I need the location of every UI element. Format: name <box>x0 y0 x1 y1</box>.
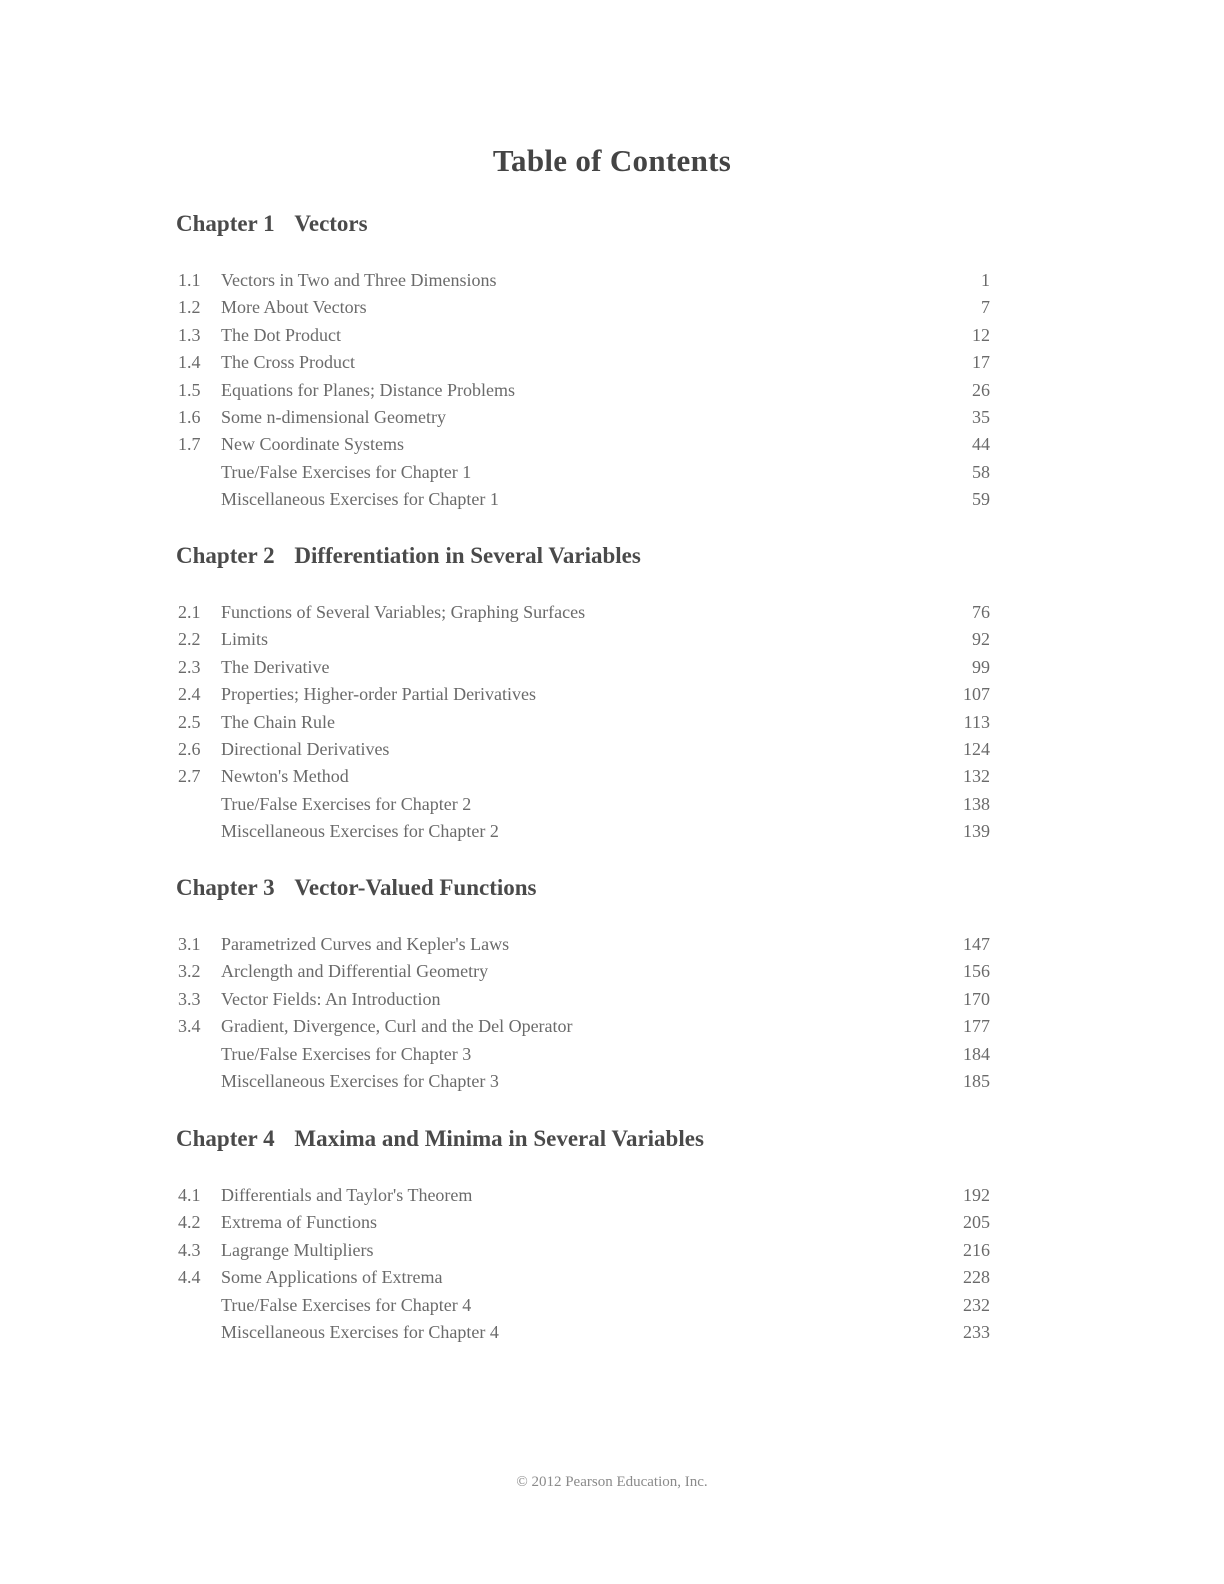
page-number: 99 <box>972 656 990 677</box>
toc-entry[interactable] <box>176 377 994 404</box>
section-title: True/False Exercises for Chapter 1 <box>221 461 472 482</box>
toc-entry[interactable] <box>176 1013 994 1040</box>
section-title: Limits <box>221 629 269 650</box>
toc-entry[interactable] <box>176 1041 994 1068</box>
section-title: Parametrized Curves and Kepler's Laws <box>221 934 510 954</box>
section-title: Newton's Method <box>221 766 349 787</box>
section-number: 2.1 <box>178 602 201 622</box>
section-title: Functions of Several Variables; Graphing Surfaces <box>221 602 586 622</box>
chapter-3-section <box>176 875 994 1095</box>
page-title: Table of Contents <box>492 143 732 178</box>
section-title: The Chain Rule <box>221 711 335 732</box>
section-number: 2.6 <box>178 738 201 759</box>
page-number: 185 <box>963 1070 990 1091</box>
toc-entry[interactable] <box>176 1292 994 1319</box>
section-title: Properties; Higher-order Partial Derivatives <box>221 684 537 705</box>
toc-entry[interactable] <box>176 791 994 818</box>
section-title: Arclength and Differential Geometry <box>221 961 489 982</box>
section-number: 4.4 <box>178 1267 201 1288</box>
section-number: 4.3 <box>178 1239 201 1260</box>
page-number: 233 <box>963 1321 990 1342</box>
page-number: 17 <box>972 352 990 373</box>
section-number: 4.1 <box>178 1185 201 1205</box>
section-number: 2.3 <box>178 656 201 677</box>
section-title: True/False Exercises for Chapter 3 <box>221 1043 472 1064</box>
page-number: 124 <box>963 738 990 759</box>
copyright-footer: © 2012 Pearson Education, Inc. <box>516 1474 708 1490</box>
page-number: 156 <box>963 961 990 982</box>
section-title: Miscellaneous Exercises for Chapter 2 <box>221 821 499 842</box>
section-number: 1.1 <box>178 270 201 290</box>
toc-entry[interactable] <box>176 322 994 349</box>
chapter-title: Differentiation in Several Variables <box>294 543 641 568</box>
page-number: 59 <box>972 489 990 510</box>
toc-entry[interactable] <box>176 267 994 294</box>
section-number: 2.4 <box>178 684 201 705</box>
page-number: 138 <box>963 793 990 814</box>
page-number: 113 <box>963 711 990 732</box>
page-number: 232 <box>963 1294 990 1315</box>
chapter-title: Maxima and Minima in Several Variables <box>294 1126 704 1151</box>
section-number: 1.2 <box>178 297 201 318</box>
toc-entry[interactable] <box>176 736 994 763</box>
section-number: 3.4 <box>178 1016 201 1037</box>
chapter-entries <box>176 267 994 514</box>
section-number: 3.2 <box>178 961 201 982</box>
page-number: 76 <box>972 602 990 622</box>
page-number: 228 <box>963 1267 990 1288</box>
section-title: Vectors in Two and Three Dimensions <box>221 270 497 290</box>
page-number: 192 <box>963 1185 990 1205</box>
section-number: 1.7 <box>178 434 201 455</box>
chapter-heading <box>176 543 994 577</box>
section-title: Some n-dimensional Geometry <box>221 406 446 427</box>
toc-entry[interactable] <box>176 294 994 321</box>
section-title: Directional Derivatives <box>221 738 390 759</box>
toc-entry[interactable] <box>176 1182 994 1209</box>
toc-entry[interactable] <box>176 1237 994 1264</box>
page-number: 132 <box>963 766 990 787</box>
section-title: New Coordinate Systems <box>221 434 404 455</box>
chapter-heading <box>176 211 994 245</box>
page-number: 107 <box>963 684 990 705</box>
toc-entry[interactable] <box>176 626 994 653</box>
section-number: 3.1 <box>178 934 201 954</box>
page-number: 170 <box>963 988 990 1009</box>
section-title: Miscellaneous Exercises for Chapter 1 <box>221 489 499 510</box>
section-title: Gradient, Divergence, Curl and the Del Operator <box>221 1016 573 1037</box>
page-number: 58 <box>972 461 990 482</box>
section-title: True/False Exercises for Chapter 2 <box>221 793 472 814</box>
chapter-entries <box>176 599 994 846</box>
section-number: 1.4 <box>178 352 201 373</box>
toc-entry[interactable] <box>176 818 994 845</box>
chapter-title: Vectors <box>294 211 368 236</box>
page-number: 177 <box>963 1016 990 1037</box>
section-number: 2.7 <box>178 766 201 787</box>
section-number: 1.3 <box>178 324 201 345</box>
section-title: Some Applications of Extrema <box>221 1267 443 1288</box>
toc-entry[interactable] <box>176 654 994 681</box>
toc-entry[interactable] <box>176 404 994 431</box>
toc-entry[interactable] <box>176 1319 994 1346</box>
chapter-label: Chapter 4 <box>176 1126 275 1151</box>
section-number: 1.6 <box>178 406 201 427</box>
toc-entry[interactable] <box>176 681 994 708</box>
chapter-entries <box>176 931 994 1095</box>
section-title: Equations for Planes; Distance Problems <box>221 379 515 400</box>
chapter-label: Chapter 3 <box>176 875 275 900</box>
section-title: More About Vectors <box>221 297 367 318</box>
section-title: The Dot Product <box>221 324 341 345</box>
section-title: Miscellaneous Exercises for Chapter 3 <box>221 1070 499 1091</box>
toc-entry[interactable] <box>176 958 994 985</box>
section-title: Miscellaneous Exercises for Chapter 4 <box>221 1321 499 1342</box>
page-number: 1 <box>981 270 990 290</box>
section-number: 3.3 <box>178 988 201 1009</box>
toc-entry[interactable] <box>176 599 994 626</box>
page-number: 139 <box>963 821 990 842</box>
section-number: 2.5 <box>178 711 201 732</box>
section-title: Lagrange Multipliers <box>221 1239 374 1260</box>
chapter-heading <box>176 1126 994 1160</box>
page-number: 35 <box>972 406 990 427</box>
page-number: 44 <box>972 434 990 455</box>
section-number: 4.2 <box>178 1212 201 1233</box>
toc-entry[interactable] <box>176 486 994 513</box>
page-number: 184 <box>963 1043 990 1064</box>
section-title: The Cross Product <box>221 352 355 373</box>
page-number: 26 <box>972 379 990 400</box>
section-title: The Derivative <box>221 656 330 677</box>
chapter-2-section <box>176 543 994 846</box>
section-title: Extrema of Functions <box>221 1212 377 1233</box>
chapter-title: Vector-Valued Functions <box>294 875 537 900</box>
section-title: Differentials and Taylor's Theorem <box>221 1185 473 1205</box>
section-title: True/False Exercises for Chapter 4 <box>221 1294 472 1315</box>
chapter-label: Chapter 2 <box>176 543 275 568</box>
chapter-4-section <box>176 1126 994 1346</box>
toc-entry[interactable] <box>176 986 994 1013</box>
toc-entry[interactable] <box>176 1264 994 1291</box>
section-title: Vector Fields: An Introduction <box>221 988 441 1009</box>
toc-entry[interactable] <box>176 431 994 458</box>
section-number: 2.2 <box>178 629 201 650</box>
toc-entry[interactable] <box>176 459 994 486</box>
toc-entry[interactable] <box>176 1209 994 1236</box>
page-number: 205 <box>963 1212 990 1233</box>
page-number: 92 <box>972 629 990 650</box>
toc-entry[interactable] <box>176 709 994 736</box>
toc-entry[interactable] <box>176 763 994 790</box>
page-number: 12 <box>972 324 990 345</box>
chapter-entries <box>176 1182 994 1346</box>
toc-entry[interactable] <box>176 931 994 958</box>
page-number: 147 <box>963 934 990 954</box>
chapter-label: Chapter 1 <box>176 211 275 236</box>
chapter-1-section <box>176 211 994 514</box>
toc-entry[interactable] <box>176 349 994 376</box>
page-number: 7 <box>981 297 990 318</box>
page-number: 216 <box>963 1239 990 1260</box>
chapter-heading <box>176 875 994 909</box>
toc-entry[interactable] <box>176 1068 994 1095</box>
section-number: 1.5 <box>178 379 201 400</box>
